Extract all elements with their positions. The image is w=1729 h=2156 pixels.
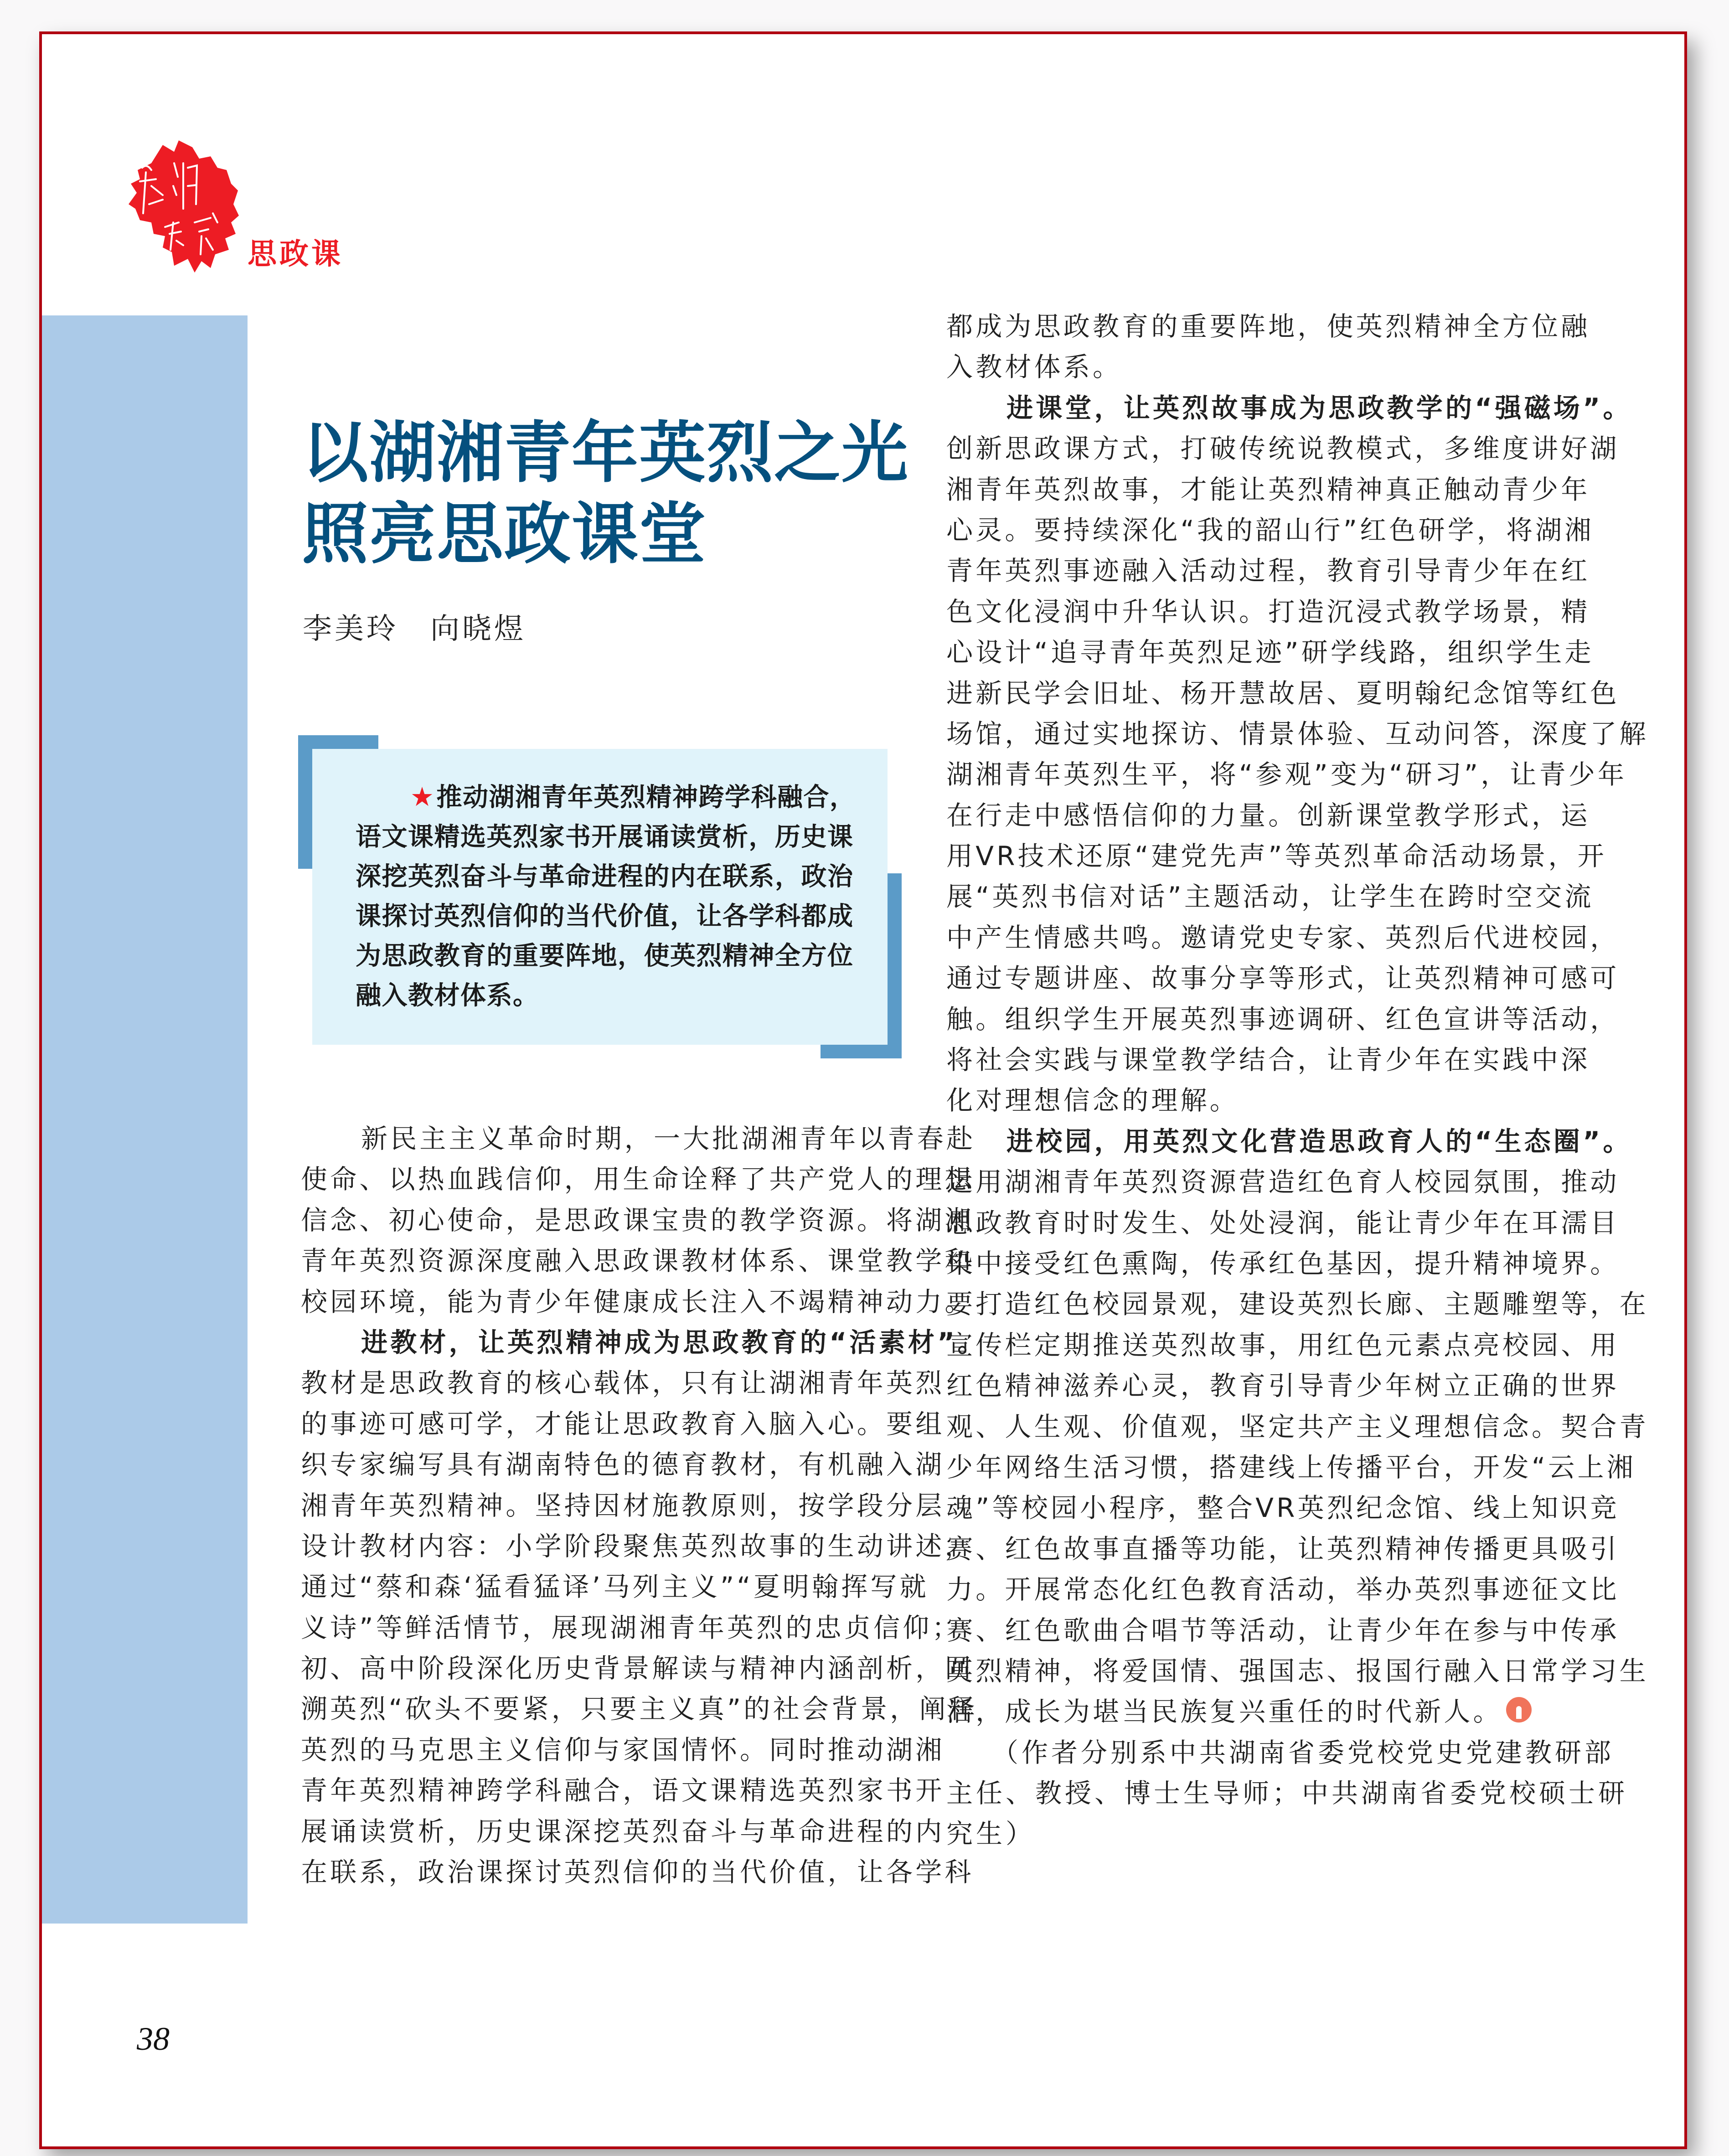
title-line-1: 以湖湘青年英烈之光: [302, 414, 909, 492]
xinxiang-pinglun-logo-icon: [119, 136, 252, 273]
body-text-line: 化对理想信念的理解。: [946, 1085, 1239, 1116]
body-text-line: 使命、以热血践信仰，用生命诠释了共产党人的理想: [301, 1164, 974, 1195]
article-title: [302, 413, 940, 575]
subheading-line: 进校园，用英烈文化营造思政育人的“生态圈”。: [1006, 1125, 1632, 1157]
pull-quote-line: 课探讨英烈信仰的当代价值，让各学科都成: [356, 902, 854, 931]
body-text-line: 英烈精神，将爱国情、强国志、报国行融入日常学习生: [946, 1655, 1649, 1687]
body-text-line: 湖湘青年英烈生平，将“参观”变为“研习”，让青少年: [946, 759, 1627, 790]
body-text-line: 魂”等校园小程序，整合VR英烈纪念馆、线上知识竞: [946, 1492, 1620, 1524]
body-column-right: [946, 306, 1649, 1855]
body-text-line: 通过“蔡和森‘猛看猛译’马列主义”“夏明翰挥写就: [301, 1571, 929, 1603]
body-text-line: 触。组织学生开展英烈事迹调研、红色宣讲等活动，: [946, 1003, 1620, 1035]
body-text-line: 校园环境，能为青少年健康成长注入不竭精神动力。: [301, 1286, 974, 1317]
body-text-line: 用VR技术还原“建党先声”等英烈革命活动场景，开: [946, 841, 1607, 872]
body-text-line: 观、人生观、价值观，坚定共产主义理想信念。契合青: [946, 1411, 1649, 1442]
callout-bracket-bottom-right-vertical: [888, 873, 902, 1058]
body-text-line: 青年英烈资源深度融入思政课教材体系、课堂教学和: [301, 1245, 974, 1277]
pull-quote-text: [356, 777, 865, 1016]
author-1: 李美玲: [303, 612, 398, 646]
body-text-line: 要打造红色校园景观，建设英烈长廊、主题雕塑等，在: [946, 1289, 1649, 1320]
title-line-2: 照亮思政课堂: [302, 495, 707, 573]
body-text-line: 青年英烈事迹融入活动过程，教育引导青少年在红: [946, 555, 1590, 587]
body-text-line: 活，成长为堪当民族复兴重任的时代新人。: [946, 1692, 1553, 1732]
body-text-line: 心设计“追寻青年英烈足迹”研学线路，组织学生走: [946, 637, 1594, 668]
body-text-line: 在行走中感悟信仰的力量。创新课堂教学形式，运: [946, 799, 1590, 831]
body-text-line: 织专家编写具有湖南特色的德育教材，有机融入湖: [301, 1449, 945, 1480]
body-column-left: [301, 1119, 987, 1893]
pull-quote-line: 语文课精选英烈家书开展诵读赏析，历史课: [356, 822, 854, 852]
body-text-line: 中产生情感共鸣。邀请党史专家、英烈后代进校园，: [946, 922, 1620, 953]
article-end-mark-icon: [1506, 1697, 1532, 1723]
body-text-line: 场馆，通过实地探访、情景体验、互动问答，深度了解: [946, 718, 1649, 749]
body-text-line: 将社会实践与课堂教学结合，让青少年在实践中深: [946, 1044, 1590, 1076]
body-text-line: 湘青年英烈精神。坚持因材施教原则，按学段分层: [301, 1490, 945, 1521]
section-label: 思政课: [248, 237, 343, 271]
body-text-line: 在联系，政治课探讨英烈信仰的当代价值，让各学科: [301, 1857, 974, 1888]
subheading-line: 进课堂，让英烈故事成为思政教学的“强磁场”。: [1006, 392, 1632, 423]
body-text-line: 湘青年英烈故事，才能让英烈精神真正触动青少年: [946, 474, 1590, 505]
body-text-line: 初、高中阶段深化历史背景解读与精神内涵剖析，回: [301, 1653, 974, 1684]
body-text-line: 思政教育时时发生、处处浸润，能让青少年在耳濡目: [946, 1207, 1620, 1238]
author-note-line: 究生）: [946, 1818, 1036, 1850]
body-text-line: 宣传栏定期推送英烈故事，用红色元素点亮校园、用: [946, 1329, 1620, 1361]
body-text-line: 力。开展常态化红色教育活动，举办英烈事迹征文比: [946, 1574, 1620, 1605]
decorative-sidebar-band: [42, 315, 248, 1924]
body-text-line: 创新思政课方式，打破传统说教模式，多维度讲好湖: [946, 433, 1620, 464]
author-2: 向晓煜: [430, 612, 526, 646]
body-text-line: 色文化浸润中升华认识。打造沉浸式教学场景，精: [946, 596, 1590, 627]
body-text-line: 进新民学会旧址、杨开慧故居、夏明翰纪念馆等红色: [946, 677, 1620, 709]
callout-bracket-top-left-vertical: [298, 735, 312, 869]
body-text-line: 信念、初心使命，是思政课宝贵的教学资源。将湖湘: [301, 1204, 974, 1236]
pull-quote-box: [312, 749, 888, 1045]
body-text-line: 展诵读赏析，历史课深挖英烈奋斗与革命进程的内: [301, 1816, 945, 1847]
body-text-line: 入教材体系。: [946, 351, 1122, 383]
body-text-line: 染中接受红色熏陶，传承红色基因，提升精神境界。: [946, 1248, 1620, 1279]
body-text-line: 赛、红色歌曲合唱节等活动，让青少年在参与中传承: [946, 1614, 1620, 1646]
body-text-line: 通过专题讲座、故事分享等形式，让英烈精神可感可: [946, 963, 1620, 994]
callout-bracket-bottom-right: [821, 1045, 902, 1058]
pull-quote-line: 为思政教育的重要阵地，使英烈精神全方位: [356, 941, 854, 971]
body-text-line: 展“英烈书信对话”主题活动，让学生在跨时空交流: [946, 881, 1594, 913]
body-text-line: 义诗”等鲜活情节，展现湖湘青年英烈的忠贞信仰；: [301, 1612, 961, 1643]
subheading-line: 进教材，让英烈精神成为思政教育的“活素材”。: [361, 1326, 987, 1358]
body-text-line: 教材是思政教育的核心载体，只有让湖湘青年英烈: [301, 1367, 945, 1399]
body-text-line: 赛、红色故事直播等功能，让英烈精神传播更具吸引: [946, 1533, 1620, 1564]
pull-quote-line: 融入教材体系。: [356, 981, 539, 1011]
body-text-line: 设计教材内容：小学阶段聚焦英烈故事的生动讲述，: [301, 1530, 974, 1562]
body-text-line: 溯英烈“砍头不要紧，只要主义真”的社会背景，阐释: [301, 1693, 978, 1725]
body-text-line: 少年网络生活习惯，搭建线上传播平台，开发“云上湘: [946, 1451, 1636, 1483]
body-text-line: 都成为思政教育的重要阵地，使英烈精神全方位融: [946, 311, 1590, 342]
body-text-line: 的事迹可感可学，才能让思政教育入脑入心。要组: [301, 1408, 945, 1439]
pull-quote-line: ★推动湖湘青年英烈精神跨学科融合，: [410, 781, 856, 812]
pull-quote-line: 深挖英烈奋斗与革命进程的内在联系，政治: [356, 862, 854, 892]
author-byline: [303, 611, 526, 647]
body-text-line: 心灵。要持续深化“我的韶山行”红色研学，将湖湘: [946, 514, 1594, 546]
body-text-line: 运用湖湘青年英烈资源营造红色育人校园氛围，推动: [946, 1166, 1620, 1198]
body-text-line: 红色精神滋养心灵，教育引导青少年树立正确的世界: [946, 1370, 1620, 1402]
author-note-line: 主任、教授、博士生导师；中共湖南省委党校硕士研: [946, 1778, 1628, 1809]
page-number: 38: [137, 2021, 170, 2057]
author-note-line: （作者分别系中共湖南省委党校党史党建教研部: [992, 1737, 1615, 1768]
body-text-line: 英烈的马克思主义信仰与家国情怀。同时推动湖湘: [301, 1734, 945, 1765]
red-star-icon: ★: [410, 781, 435, 812]
body-text-line: 新民主主义革命时期，一大批湖湘青年以青春赴: [361, 1123, 976, 1154]
body-text-line: 青年英烈精神跨学科融合，语文课精选英烈家书开: [301, 1775, 945, 1806]
